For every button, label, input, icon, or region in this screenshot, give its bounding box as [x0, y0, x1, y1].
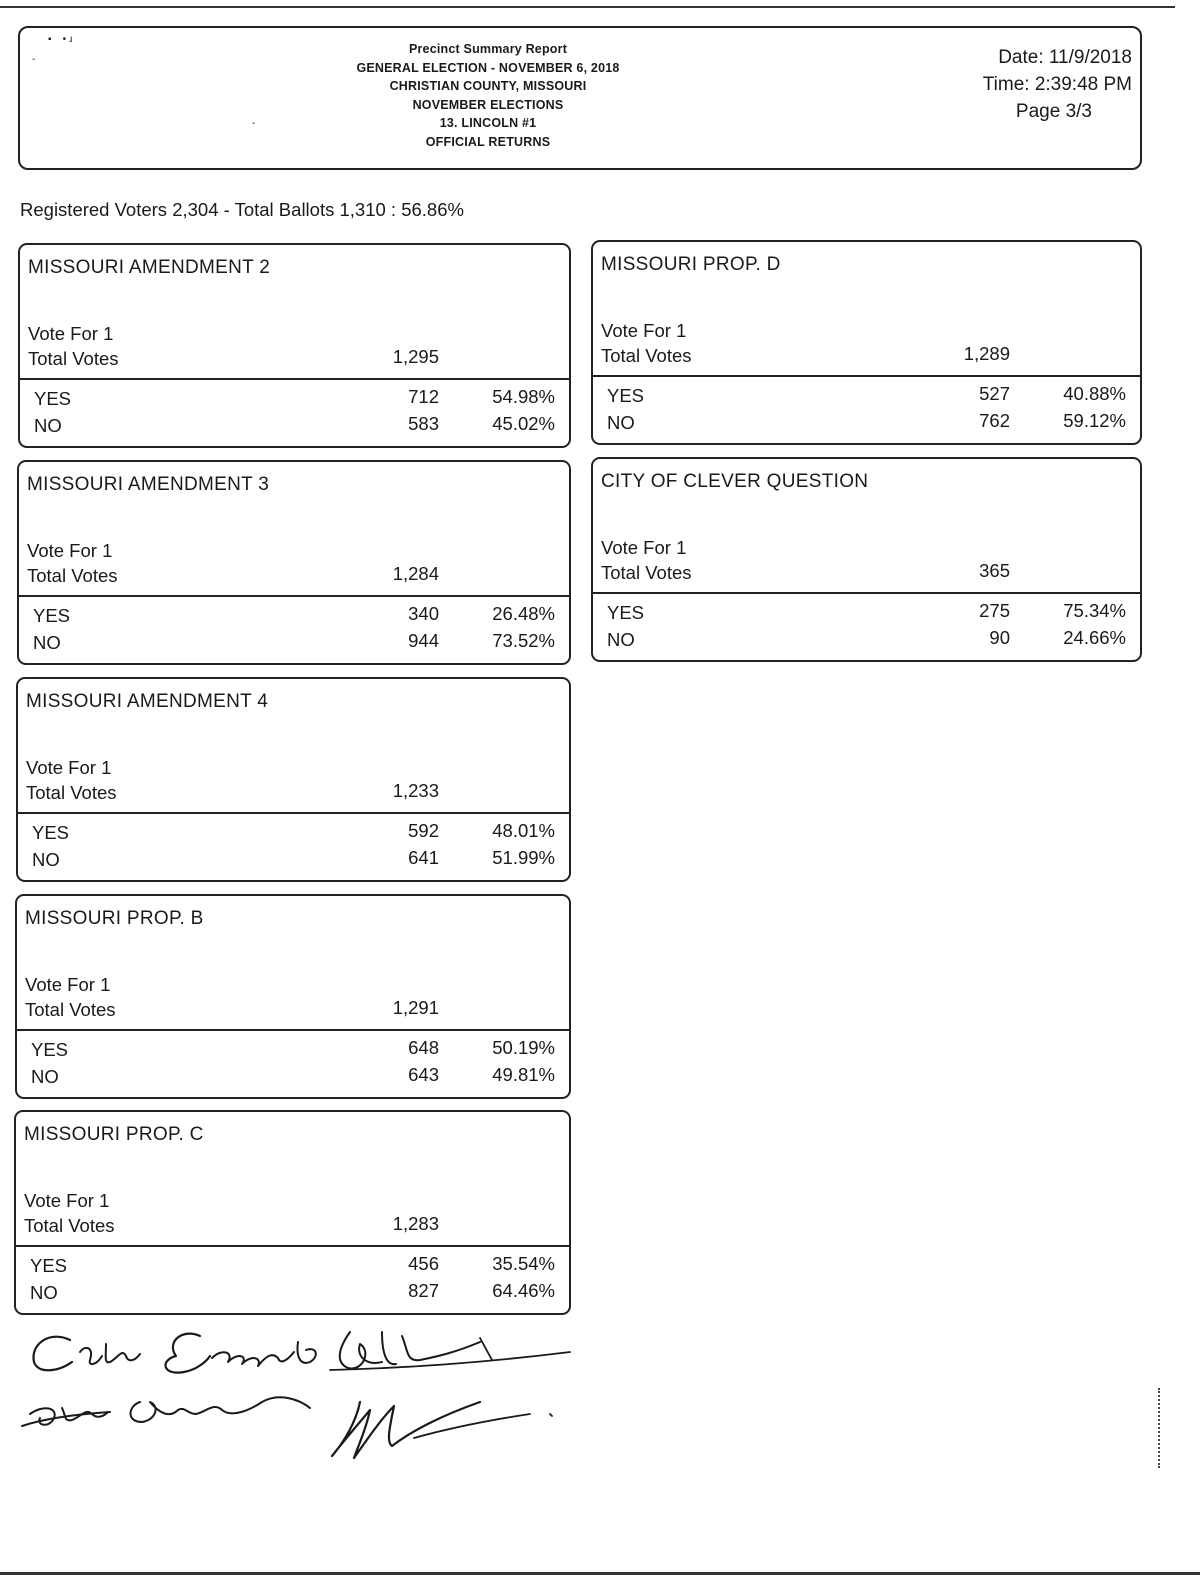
contest-missouri-prop-d — [591, 240, 1142, 445]
total-votes-value: 1,283 — [392, 1213, 439, 1234]
choice-votes: 456 — [408, 1253, 439, 1274]
heading-line-precinct: 13. LINCOLN #1 — [439, 116, 537, 130]
choice-votes: 944 — [408, 630, 439, 651]
vote-for-label: Vote For 1 — [28, 323, 114, 344]
vote-for-label: Vote For 1 — [601, 537, 687, 558]
choice-label: YES — [31, 1039, 69, 1060]
heading-line-county: CHRISTIAN COUNTY, MISSOURI — [389, 79, 587, 93]
choice-votes: 648 — [408, 1037, 439, 1058]
choice-votes: 340 — [408, 603, 439, 624]
handwritten-signatures-icon — [10, 1322, 600, 1472]
result-row-no — [593, 629, 1140, 656]
total-votes-label: Total Votes — [26, 782, 117, 803]
result-row-yes — [18, 822, 569, 849]
result-row-no — [20, 415, 569, 442]
report-header — [18, 26, 1142, 170]
total-votes-label: Total Votes — [27, 565, 118, 586]
registered-voters-summary: Registered Voters 2,304 - Total Ballots 1,310 : 56.86% — [20, 199, 464, 220]
choice-percent: 49.81% — [492, 1064, 555, 1085]
contest-missouri-prop-b — [15, 894, 571, 1099]
choice-percent: 51.99% — [492, 847, 555, 868]
result-row-no — [17, 1066, 569, 1093]
scan-speck-icon: - — [32, 54, 36, 65]
heading-line-election: GENERAL ELECTION - NOVEMBER 6, 2018 — [356, 60, 620, 75]
vote-for-label: Vote For 1 — [24, 1190, 110, 1211]
choice-percent: 64.46% — [492, 1280, 555, 1301]
choice-percent: 73.52% — [492, 630, 555, 651]
choice-label: NO — [32, 849, 60, 870]
divider — [20, 378, 569, 380]
contest-title: MISSOURI AMENDMENT 4 — [26, 691, 269, 712]
choice-percent: 54.98% — [492, 386, 555, 407]
choice-label: YES — [33, 605, 71, 626]
total-votes-label: Total Votes — [24, 1215, 115, 1236]
choice-votes: 762 — [979, 410, 1010, 431]
choice-percent: 35.54% — [492, 1253, 555, 1274]
report-page: Page 3/3 — [1015, 101, 1092, 122]
top-edge-line — [0, 6, 1175, 8]
result-row-yes — [593, 602, 1140, 629]
choice-label: YES — [607, 602, 645, 623]
contest-title: MISSOURI PROP. B — [25, 908, 204, 929]
total-votes-value: 1,295 — [392, 346, 439, 367]
heading-line-report-name: Precinct Summary Report — [408, 42, 568, 56]
result-row-no — [16, 1282, 569, 1309]
contest-title: CITY OF CLEVER QUESTION — [601, 471, 869, 492]
vote-for-label: Vote For 1 — [26, 757, 112, 778]
vote-for-label: Vote For 1 — [25, 974, 111, 995]
margin-scan-line — [1158, 1388, 1162, 1468]
result-row-yes — [20, 388, 569, 415]
choice-percent: 26.48% — [492, 603, 555, 624]
result-row-yes — [17, 1039, 569, 1066]
choice-votes: 275 — [979, 600, 1010, 621]
contest-missouri-amendment-2 — [18, 243, 571, 448]
choice-votes: 641 — [408, 847, 439, 868]
vote-for-label: Vote For 1 — [601, 320, 687, 341]
bottom-edge-line — [0, 1572, 1200, 1575]
choice-label: NO — [607, 629, 635, 650]
total-votes-label: Total Votes — [28, 348, 119, 369]
choice-votes: 592 — [408, 820, 439, 841]
scan-speck-icon: ▪ • ɹ — [48, 34, 73, 45]
choice-label: NO — [33, 632, 61, 653]
total-votes-value: 1,289 — [963, 343, 1010, 364]
total-votes-value: 1,291 — [392, 997, 439, 1018]
total-votes-label: Total Votes — [25, 999, 116, 1020]
divider — [17, 1029, 569, 1031]
choice-percent: 50.19% — [492, 1037, 555, 1058]
contest-title: MISSOURI PROP. C — [24, 1124, 204, 1145]
choice-votes: 712 — [408, 386, 439, 407]
choice-label: NO — [31, 1066, 59, 1087]
contest-title: MISSOURI AMENDMENT 2 — [28, 257, 271, 278]
divider — [593, 592, 1140, 594]
choice-votes: 90 — [989, 627, 1010, 648]
report-heading — [310, 40, 666, 151]
report-meta — [983, 44, 1132, 125]
contest-missouri-amendment-4 — [16, 677, 571, 882]
choice-votes: 827 — [408, 1280, 439, 1301]
result-row-no — [18, 849, 569, 876]
choice-label: NO — [607, 412, 635, 433]
divider — [593, 375, 1140, 377]
contest-missouri-prop-c — [14, 1110, 571, 1315]
choice-label: YES — [32, 822, 70, 843]
choice-votes: 643 — [408, 1064, 439, 1085]
result-row-yes — [593, 385, 1140, 412]
choice-percent: 40.88% — [1063, 383, 1126, 404]
total-votes-value: 1,233 — [392, 780, 439, 801]
heading-line-elections: NOVEMBER ELECTIONS — [412, 97, 564, 112]
choice-label: YES — [34, 388, 72, 409]
contest-missouri-amendment-3 — [17, 460, 571, 665]
divider — [19, 595, 569, 597]
total-votes-value: 365 — [979, 560, 1010, 581]
vote-for-label: Vote For 1 — [27, 540, 113, 561]
divider — [16, 1245, 569, 1247]
choice-percent: 24.66% — [1063, 627, 1126, 648]
heading-line-returns: OFFICIAL RETURNS — [425, 134, 551, 149]
choice-votes: 527 — [979, 383, 1010, 404]
total-votes-label: Total Votes — [601, 562, 692, 583]
result-row-yes — [16, 1255, 569, 1282]
report-date: Date: 11/9/2018 — [998, 47, 1132, 68]
contest-city-of-clever-question — [591, 457, 1142, 662]
scan-speck-icon: - — [252, 118, 256, 129]
choice-label: NO — [34, 415, 62, 436]
divider — [18, 812, 569, 814]
result-row-no — [19, 632, 569, 659]
choice-label: NO — [30, 1282, 58, 1303]
choice-percent: 45.02% — [492, 413, 555, 434]
choice-percent: 75.34% — [1063, 600, 1126, 621]
result-row-no — [593, 412, 1140, 439]
result-row-yes — [19, 605, 569, 632]
choice-label: YES — [30, 1255, 68, 1276]
choice-votes: 583 — [408, 413, 439, 434]
contest-title: MISSOURI PROP. D — [601, 254, 781, 275]
report-time: Time: 2:39:48 PM — [982, 74, 1132, 95]
total-votes-label: Total Votes — [601, 345, 692, 366]
choice-label: YES — [607, 385, 645, 406]
contest-title: MISSOURI AMENDMENT 3 — [27, 474, 270, 495]
choice-percent: 59.12% — [1063, 410, 1126, 431]
total-votes-value: 1,284 — [392, 563, 439, 584]
choice-percent: 48.01% — [492, 820, 555, 841]
